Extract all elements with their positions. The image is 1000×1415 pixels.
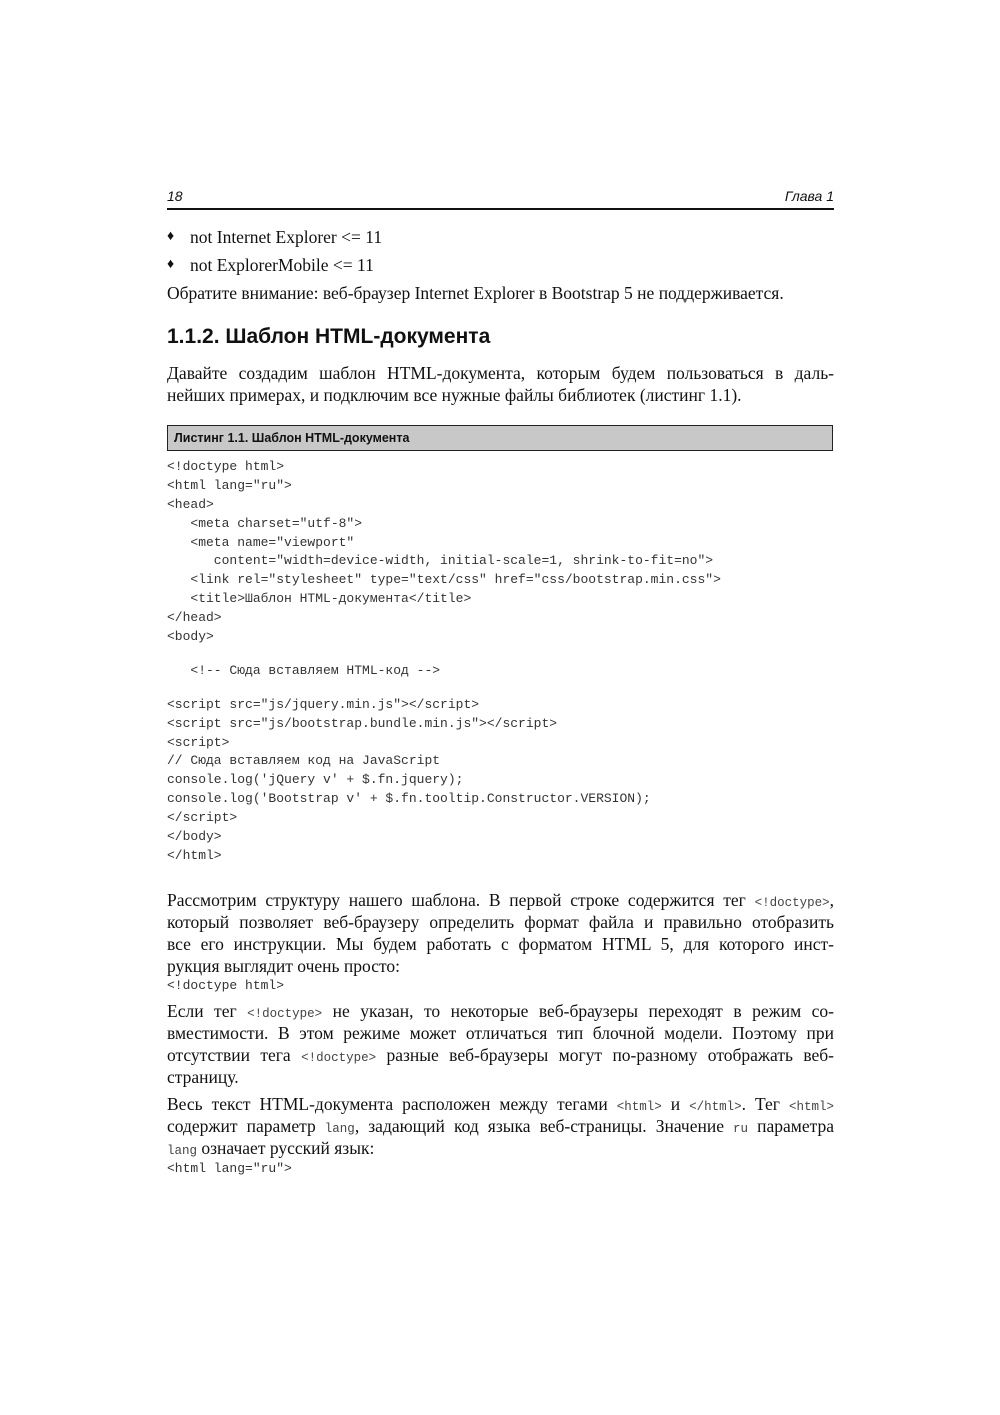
- section-heading: 1.1.2. Шаблон HTML-документа: [167, 325, 491, 348]
- code-line: console.log('Bootstrap v' + $.fn.tooltip.Constructor.VERSION);: [167, 791, 651, 807]
- text-line: [167, 911, 834, 933]
- code-line: [167, 647, 834, 662]
- text-segment: . Тег: [741, 1094, 789, 1114]
- bullet-list: [167, 226, 834, 304]
- text-segment: Давайте создадим шаблон HTML-документа, которым будем пользоваться в даль-: [167, 363, 834, 383]
- paragraph-structure: [167, 889, 834, 977]
- code-line: </html>: [167, 847, 222, 863]
- text-segment: и: [661, 1094, 690, 1114]
- code-line: <html lang="ru">: [167, 477, 292, 493]
- code-line: <title>Шаблон HTML-документа</title>: [167, 591, 472, 607]
- code-line: content="width=device-width, initial-scale=1, shrink-to-fit=no">: [167, 553, 714, 569]
- text-line: [167, 362, 834, 384]
- paragraph-doctype: [167, 1000, 834, 1088]
- text-line: [167, 955, 834, 977]
- inline-code: <html>: [616, 1100, 662, 1114]
- code-line: <!doctype html>: [167, 459, 285, 474]
- inline-code: </html>: [689, 1100, 742, 1114]
- inline-code: <!doctype>: [247, 1007, 323, 1021]
- text-segment: Рассмотрим структуру нашего шаблона. В первой строке содержится тег: [167, 890, 755, 910]
- text-line: [167, 1093, 834, 1115]
- text-segment: Весь текст HTML-документа расположен между тегами: [167, 1094, 617, 1114]
- text-segment: , задающий код языка веб-страницы. Значение: [354, 1116, 734, 1136]
- code-line: <script src="js/bootstrap.bundle.min.js"></script>: [167, 715, 558, 731]
- chapter-title: Глава 1: [784, 188, 834, 204]
- text-segment: содержит параметр: [167, 1116, 325, 1136]
- text-line: [167, 889, 834, 911]
- code-line: <meta name="viewport": [167, 534, 355, 550]
- listing-caption: Листинг 1.1. Шаблон HTML-документа: [174, 431, 410, 445]
- text-line: [167, 933, 834, 955]
- code-listing: [167, 458, 834, 866]
- paragraph-html-tag: [167, 1093, 834, 1159]
- text-line: [167, 1115, 834, 1137]
- code-snippet-doctype: <!doctype html>: [167, 978, 285, 993]
- inline-code: <!doctype>: [754, 896, 830, 910]
- code-line: <!-- Сюда вставляем HTML-код -->: [167, 662, 441, 678]
- code-line: [167, 681, 834, 696]
- code-line: <head>: [167, 496, 214, 512]
- code-line: </script>: [167, 810, 238, 826]
- text-segment: Если тег: [167, 1001, 248, 1021]
- list-item: [167, 254, 834, 276]
- text-segment: нейших примерах, и подключим все нужные файлы библиотек (листинг 1.1).: [167, 385, 742, 405]
- inline-code: <html>: [788, 1100, 834, 1114]
- inline-code: lang: [167, 1144, 198, 1158]
- listing-caption-box: [167, 425, 833, 451]
- inline-code: ru: [733, 1122, 749, 1136]
- text-segment: параметра: [748, 1116, 835, 1136]
- code-line: <body>: [167, 629, 214, 645]
- diamond-bullet-icon: ♦: [167, 229, 175, 244]
- code-line: </head>: [167, 610, 222, 626]
- text-line: [167, 384, 834, 406]
- code-line: <meta charset="utf-8">: [167, 515, 363, 531]
- text-segment: отсутствии тега: [167, 1045, 302, 1065]
- text-segment: означает русский язык:: [197, 1138, 375, 1158]
- code-line: <script src="js/jquery.min.js"></script>: [167, 696, 480, 712]
- code-line: <link rel="stylesheet" type="text/css" href="css/bootstrap.min.css">: [167, 572, 721, 588]
- list-item-text: not Internet Explorer <= 11: [190, 227, 383, 247]
- text-segment: страницу.: [167, 1067, 239, 1087]
- text-segment: вместимости. В этом режиме может отличаться тип блочной модели. Поэтому при: [167, 1023, 834, 1043]
- code-line: console.log('jQuery v' + $.fn.jquery);: [167, 772, 464, 788]
- text-line: [167, 1022, 834, 1044]
- text-line: [167, 1044, 834, 1066]
- code-line: </body>: [167, 829, 222, 845]
- text-segment: рукция выглядит очень просто:: [167, 956, 400, 976]
- text-segment: который позволяет веб-браузеру определить формат файла и правильно отобразить: [167, 912, 834, 932]
- code-line: // Сюда вставляем код на JavaScript: [167, 753, 441, 769]
- intro-paragraph: [167, 362, 834, 406]
- inline-code: <!doctype>: [301, 1051, 377, 1065]
- text-segment: все его инструкции. Мы будем работать с форматом HTML 5, для которого инст-: [167, 934, 834, 954]
- text-segment: разные веб-браузеры могут по-разному отображать веб-: [376, 1045, 834, 1065]
- list-item: [167, 226, 834, 248]
- text-segment: не указан, то некоторые веб-браузеры переходят в режим со-: [322, 1001, 834, 1021]
- text-line: [167, 1066, 834, 1088]
- inline-code: lang: [324, 1122, 355, 1136]
- text-segment: ,: [829, 890, 834, 910]
- code-line: <script>: [167, 734, 230, 750]
- page-number: 18: [167, 188, 183, 204]
- list-item-text: not ExplorerMobile <= 11: [190, 255, 374, 275]
- text-line: [167, 1137, 834, 1159]
- note-paragraph: Обратите внимание: веб-браузер Internet Explorer в Bootstrap 5 не поддерживается.: [167, 283, 784, 303]
- diamond-bullet-icon: ♦: [167, 257, 175, 272]
- page-header: [167, 186, 834, 210]
- text-line: [167, 1000, 834, 1022]
- code-snippet-html-lang: <html lang="ru">: [167, 1161, 292, 1176]
